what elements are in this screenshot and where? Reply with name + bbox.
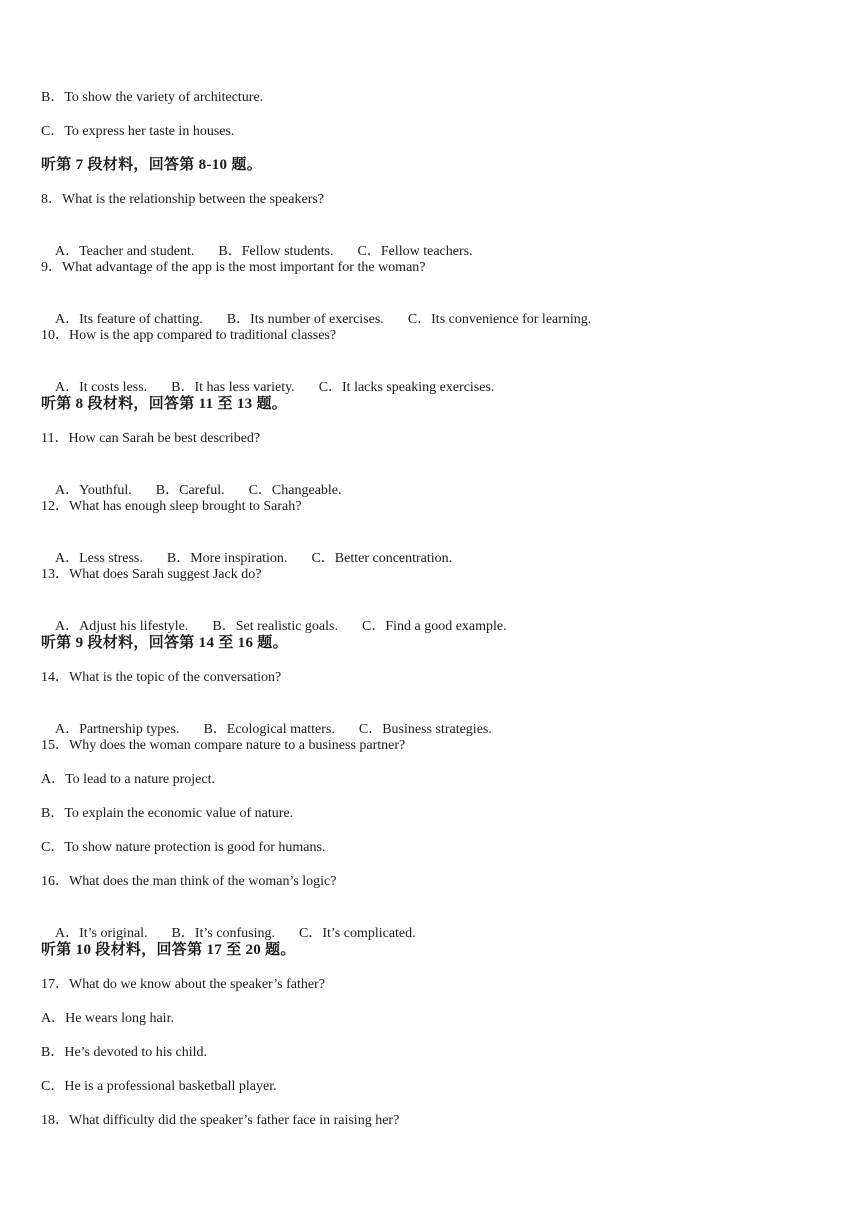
question-option: C．Its convenience for learning. (407, 312, 592, 327)
question-option: B．It’s confusing. (171, 926, 275, 941)
question-option: B．To explain the economic value of nature. (41, 806, 294, 821)
section-heading-9: 听第 9 段材料，回答第 14 至 16 题。 (41, 635, 288, 651)
question-option: A．He wears long hair. (41, 1011, 174, 1026)
question-option: B．Ecological matters. (203, 722, 335, 737)
question-option: A．It’s original. (55, 926, 148, 941)
question-13: 13．What does Sarah suggest Jack do? (41, 567, 262, 582)
question-16: 16．What does the man think of the woman’s logic? (41, 874, 337, 889)
question-option: A．Youthful. (55, 483, 132, 498)
question-option: B．Fellow students. (218, 244, 334, 259)
question-option: C．It lacks speaking exercises. (318, 380, 495, 395)
question-option: C．Fellow teachers. (357, 244, 473, 259)
question-option: C．It’s complicated. (299, 926, 416, 941)
question-option: B．He’s devoted to his child. (41, 1045, 208, 1060)
question-10: 10．How is the app compared to traditional classes? (41, 328, 337, 343)
question-option: B．It has less variety. (171, 380, 295, 395)
question-option: C．Changeable. (248, 483, 342, 498)
question-option: B．To show the variety of architecture. (41, 90, 264, 105)
section-heading-10: 听第 10 段材料，回答第 17 至 20 题。 (41, 942, 296, 958)
question-option: A．Adjust his lifestyle. (55, 619, 189, 634)
question-option: B．More inspiration. (166, 551, 288, 566)
section-heading-7: 听第 7 段材料，回答第 8-10 题。 (41, 157, 262, 173)
question-9: 9．What advantage of the app is the most important for the woman? (41, 260, 426, 275)
question-option: C．He is a professional basketball player. (41, 1079, 277, 1094)
question-option: C．Find a good example. (361, 619, 507, 634)
question-18: 18．What difficulty did the speaker’s father face in raising her? (41, 1113, 400, 1128)
question-8: 8．What is the relationship between the speakers? (41, 192, 325, 207)
question-option: B．Careful. (155, 483, 225, 498)
question-option: A．Less stress. (55, 551, 143, 566)
section-heading-8: 听第 8 段材料，回答第 11 至 13 题。 (41, 396, 288, 412)
question-option: A．Teacher and student. (55, 244, 195, 259)
question-option: A．Partnership types. (55, 722, 180, 737)
question-11: 11．How can Sarah be best described? (41, 431, 261, 446)
question-option: C．To show nature protection is good for humans. (41, 840, 326, 855)
question-option: B．Set realistic goals. (212, 619, 338, 634)
question-option: C．Better concentration. (311, 551, 453, 566)
question-17: 17．What do we know about the speaker’s father? (41, 977, 325, 992)
question-15: 15．Why does the woman compare nature to a business partner? (41, 738, 406, 753)
question-option: C．To express her taste in houses. (41, 124, 235, 139)
question-14: 14．What is the topic of the conversation? (41, 670, 282, 685)
question-option: A．It costs less. (55, 380, 148, 395)
question-12: 12．What has enough sleep brought to Sarah? (41, 499, 302, 514)
question-option: A．To lead to a nature project. (41, 772, 215, 787)
question-option: C．Business strategies. (358, 722, 492, 737)
question-option: A．Its feature of chatting. (55, 312, 203, 327)
question-option: B．Its number of exercises. (226, 312, 384, 327)
